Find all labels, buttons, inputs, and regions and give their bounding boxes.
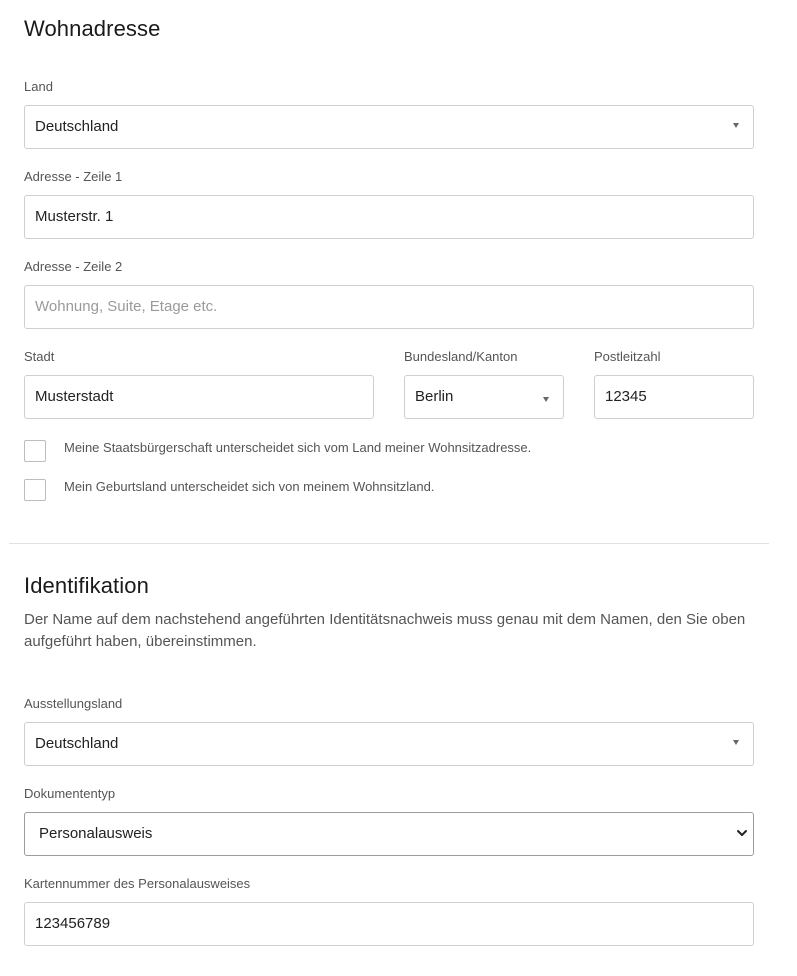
postal-code-label: Postleitzahl bbox=[594, 349, 661, 364]
address-line1-input[interactable]: Musterstr. 1 bbox=[24, 195, 754, 239]
state-label: Bundesland/Kanton bbox=[404, 349, 518, 364]
birth-country-differs-label: Mein Geburtsland unterscheidet sich von meinem Wohnsitzland. bbox=[64, 479, 435, 494]
address-line2-input[interactable]: Wohnung, Suite, Etage etc. bbox=[24, 285, 754, 329]
card-number-input[interactable]: 123456789 bbox=[24, 902, 754, 946]
section-divider bbox=[9, 543, 769, 544]
country-select[interactable] bbox=[24, 105, 754, 149]
document-type-select-value: Personalausweis bbox=[39, 825, 153, 842]
issuing-country-select-value: Deutschland bbox=[35, 735, 119, 752]
caret-down-icon bbox=[733, 123, 739, 128]
caret-down-icon bbox=[733, 740, 739, 745]
document-type-label: Dokumententyp bbox=[24, 786, 116, 801]
card-number-label: Kartennummer des Personalausweises bbox=[24, 876, 251, 891]
country-label: Land bbox=[24, 79, 53, 94]
postal-code-input[interactable]: 12345 bbox=[594, 375, 754, 419]
citizenship-differs-label: Meine Staatsbürgerschaft unterscheidet sich vom Land meiner Wohnsitzadresse. bbox=[64, 440, 532, 455]
address-line1-label: Adresse - Zeile 1 bbox=[24, 169, 123, 184]
identification-section-title: Identifikation bbox=[24, 573, 149, 598]
address-line2-label: Adresse - Zeile 2 bbox=[24, 259, 123, 274]
document-type-select[interactable] bbox=[24, 812, 754, 856]
issuing-country-label: Ausstellungsland bbox=[24, 696, 123, 711]
city-label: Stadt bbox=[24, 349, 55, 364]
identification-description: Der Name auf dem nachstehend angeführten Identitätsnachweis muss genau mit dem Namen, den Sie oben aufgeführt haben, übereinstimmen. bbox=[24, 611, 746, 650]
city-input[interactable]: Musterstadt bbox=[24, 375, 374, 419]
residence-section-title: Wohnadresse bbox=[24, 16, 161, 41]
caret-down-icon bbox=[543, 397, 549, 402]
state-select-value: Berlin bbox=[415, 388, 454, 405]
state-select[interactable] bbox=[404, 375, 564, 419]
country-select-value: Deutschland bbox=[35, 118, 119, 135]
birth-country-differs-checkbox[interactable] bbox=[24, 479, 46, 501]
issuing-country-select[interactable] bbox=[24, 722, 754, 766]
citizenship-differs-checkbox[interactable] bbox=[24, 440, 46, 462]
chevron-down-icon bbox=[735, 826, 749, 840]
